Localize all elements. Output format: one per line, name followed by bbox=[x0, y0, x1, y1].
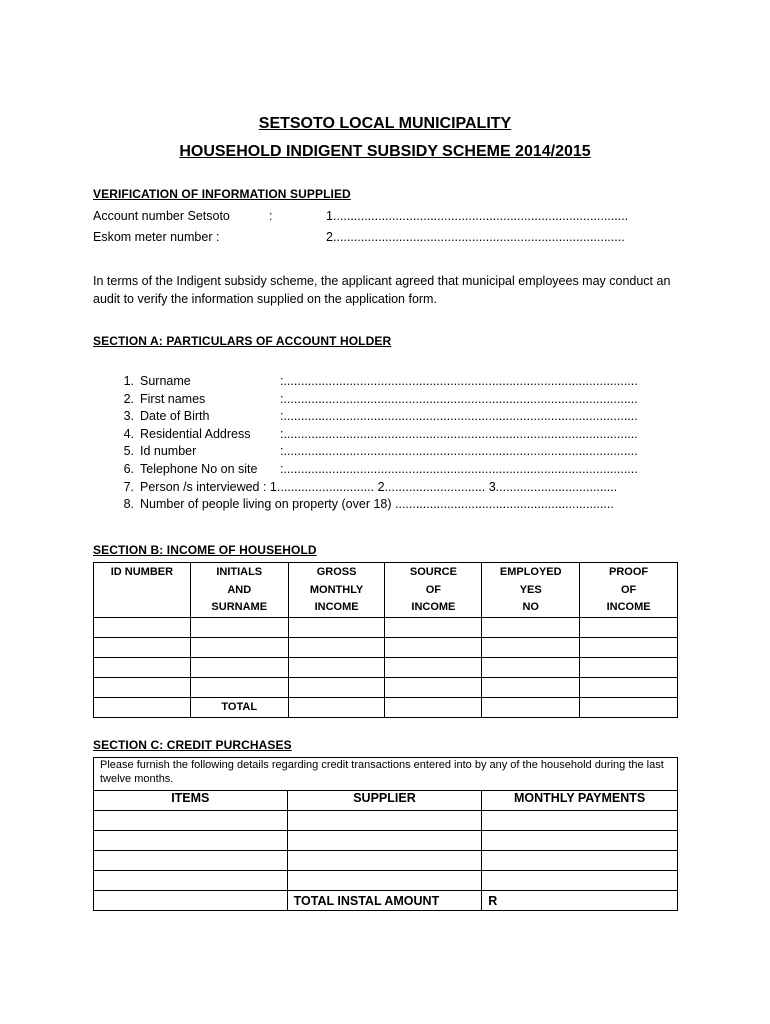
surname-field[interactable]: :...................................................................................................... bbox=[280, 374, 638, 388]
surname-label: Surname bbox=[140, 374, 191, 388]
table-row bbox=[94, 851, 678, 871]
table-row bbox=[94, 831, 678, 851]
people-on-property-field[interactable]: Number of people living on property (over 18) ............................................................... bbox=[140, 497, 614, 512]
col-supplier: SUPPLIER bbox=[287, 791, 482, 811]
table-row bbox=[94, 657, 678, 677]
income-total-label: TOTAL bbox=[190, 697, 288, 717]
credit-total-amount-field[interactable]: R bbox=[482, 891, 678, 911]
col-items: ITEMS bbox=[94, 791, 288, 811]
income-total-row bbox=[94, 697, 678, 717]
col-source-income: SOURCE OF INCOME bbox=[385, 563, 482, 618]
page-subtitle: HOUSEHOLD INDIGENT SUBSIDY SCHEME 2014/2015 bbox=[179, 143, 591, 160]
page-title: SETSOTO LOCAL MUNICIPALITY bbox=[258, 115, 512, 132]
persons-interviewed-field[interactable]: Person /s interviewed : 1............................ 2............................. 3................................... bbox=[140, 479, 618, 494]
date-of-birth-field[interactable]: :...................................................................................................... bbox=[280, 409, 638, 424]
account-number-colon: : bbox=[269, 209, 273, 223]
item-number: 8. bbox=[123, 497, 134, 512]
account-number-field[interactable]: 1..................................................................................... bbox=[326, 209, 629, 223]
item-number: 4. bbox=[123, 426, 134, 441]
item-number: 3. bbox=[123, 409, 134, 424]
credit-intro-text: Please furnish the following details regarding credit transactions entered into by any of the household during the last twelve months. bbox=[94, 758, 678, 791]
credit-table-header bbox=[94, 791, 678, 811]
table-row bbox=[94, 617, 678, 637]
col-proof-income: PROOF OF INCOME bbox=[580, 563, 678, 618]
telephone-label: Telephone No on site bbox=[140, 461, 258, 476]
credit-total-row bbox=[94, 891, 678, 911]
item-number: 6. bbox=[123, 461, 134, 476]
account-number-label: Account number Setsoto bbox=[93, 209, 230, 223]
verification-heading: VERIFICATION OF INFORMATION SUPPLIED bbox=[93, 187, 351, 201]
col-gross-income: GROSS MONTHLY INCOME bbox=[288, 563, 385, 618]
section-c-heading: SECTION C: CREDIT PURCHASES bbox=[93, 738, 292, 752]
first-names-label: First names bbox=[140, 391, 206, 406]
table-row bbox=[94, 637, 678, 657]
id-number-label: Id number bbox=[140, 444, 197, 459]
section-b-heading: SECTION B: INCOME OF HOUSEHOLD bbox=[93, 543, 317, 557]
credit-table bbox=[93, 757, 678, 911]
id-number-field[interactable]: :...................................................................................................... bbox=[280, 444, 638, 459]
col-employed: EMPLOYED YES NO bbox=[482, 563, 580, 618]
income-table-header bbox=[94, 563, 678, 618]
date-of-birth-label: Date of Birth bbox=[140, 409, 210, 424]
income-table bbox=[93, 562, 678, 718]
residential-address-label: Residential Address bbox=[140, 426, 251, 441]
section-a-heading: SECTION A: PARTICULARS OF ACCOUNT HOLDER bbox=[93, 334, 392, 348]
telephone-field[interactable]: :...................................................................................................... bbox=[280, 461, 638, 476]
item-number: 1. bbox=[123, 374, 134, 388]
eskom-meter-field[interactable]: 2.................................................................................... bbox=[326, 230, 625, 244]
audit-paragraph: In terms of the Indigent subsidy scheme, the applicant agreed that municipal employees may conduct an audit to verify the information supplied on the application form. bbox=[93, 274, 671, 306]
item-number: 7. bbox=[123, 479, 134, 494]
col-initials-surname: INITIALS AND SURNAME bbox=[190, 563, 288, 618]
item-number: 5. bbox=[123, 444, 134, 459]
first-names-field[interactable]: :...................................................................................................... bbox=[280, 391, 638, 406]
item-number: 2. bbox=[123, 391, 134, 406]
table-row bbox=[94, 677, 678, 697]
eskom-meter-label: Eskom meter number : bbox=[93, 230, 220, 244]
residential-address-field[interactable]: :...................................................................................................... bbox=[280, 426, 638, 441]
table-row bbox=[94, 871, 678, 891]
table-row bbox=[94, 811, 678, 831]
col-id-number: ID NUMBER bbox=[94, 563, 191, 618]
credit-total-label: TOTAL INSTAL AMOUNT bbox=[287, 891, 482, 911]
credit-intro-row bbox=[94, 758, 678, 791]
col-monthly-payments: MONTHLY PAYMENTS bbox=[482, 791, 678, 811]
